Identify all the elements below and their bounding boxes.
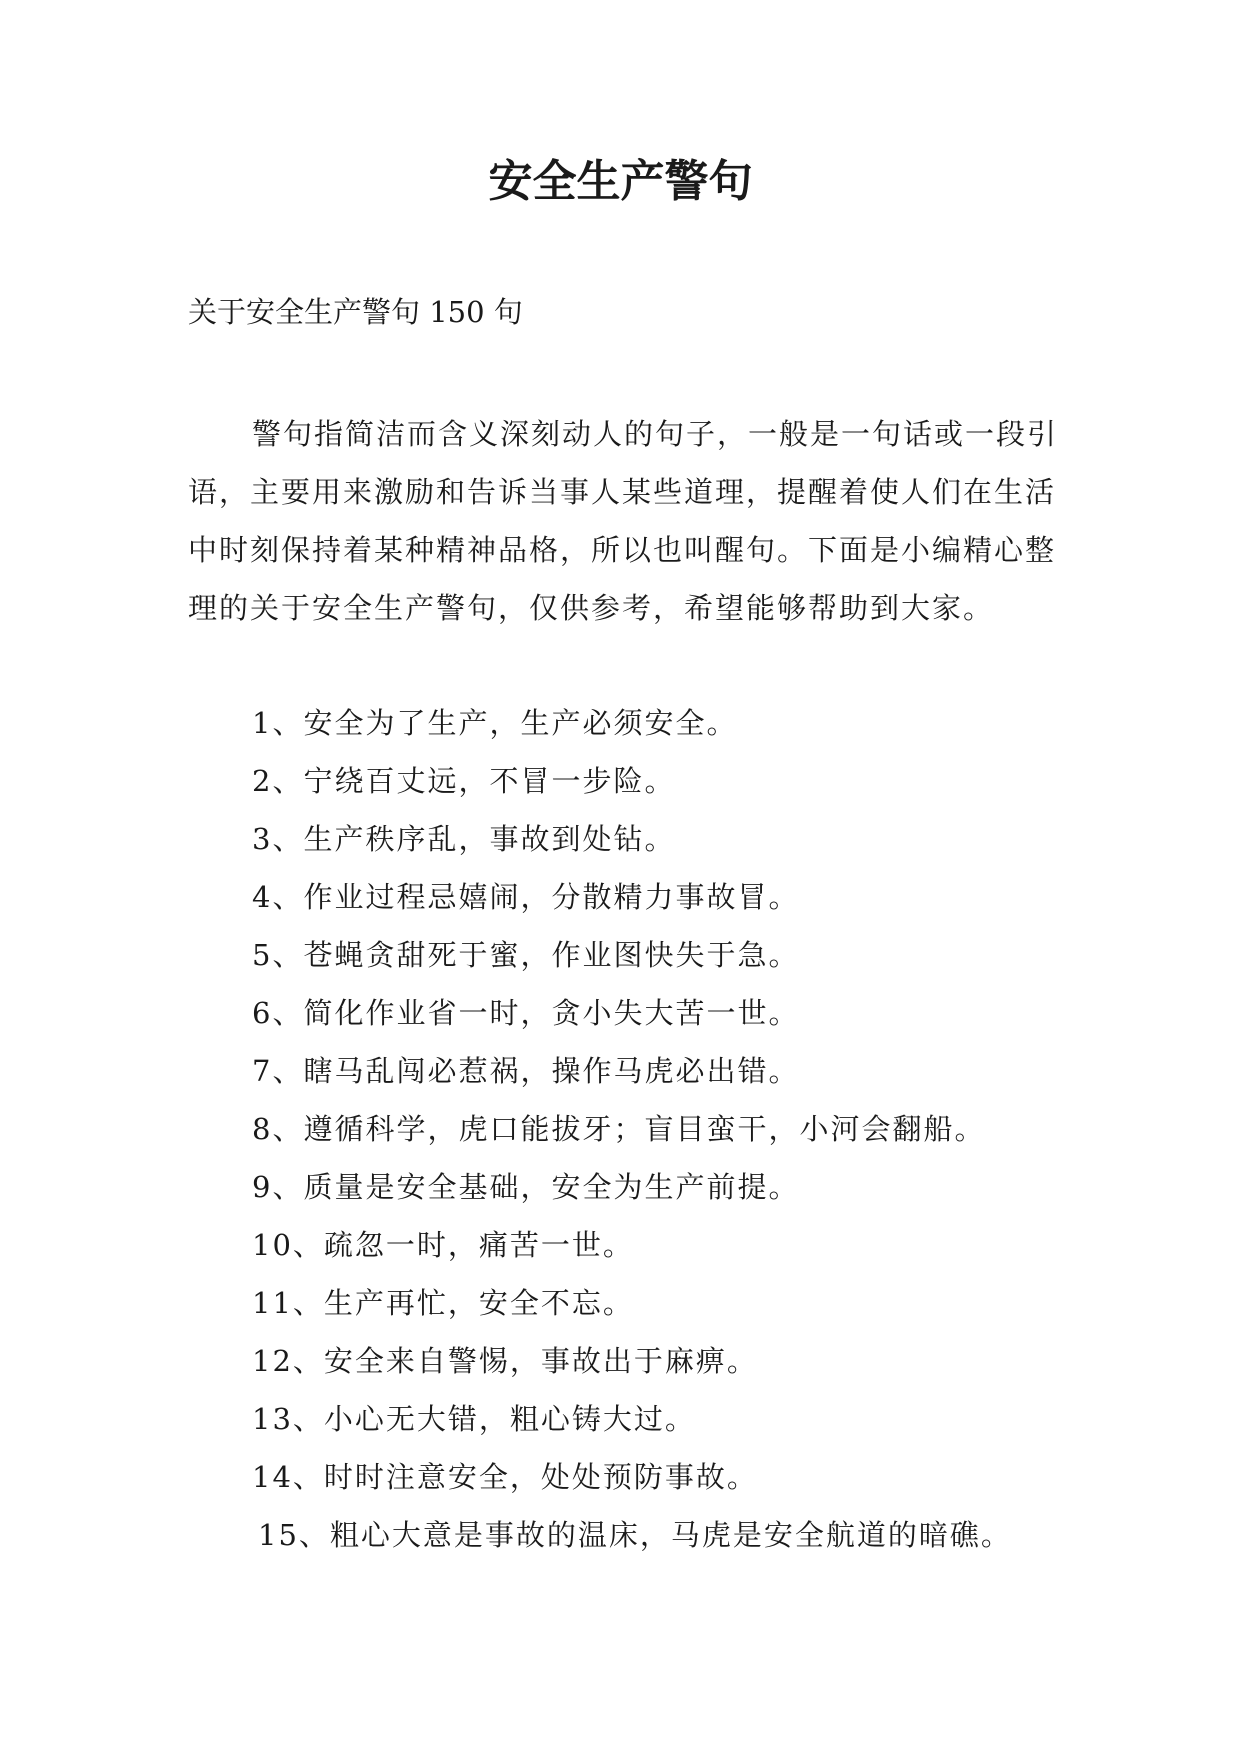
list-item: 11、生产再忙，安全不忘。 (252, 1286, 634, 1320)
list-item: 5、苍蝇贪甜死于蜜，作业图快失于急。 (252, 938, 800, 972)
document-subtitle: 关于安全生产警句 150 句 (188, 295, 523, 329)
list-item: 6、简化作业省一时，贪小失大苦一世。 (252, 996, 800, 1030)
list-item: 15、粗心大意是事故的温床，马虎是安全航道的暗礁。 (258, 1518, 1012, 1552)
list-item: 1、安全为了生产，生产必须安全。 (252, 706, 738, 740)
slogan-list (252, 694, 1012, 1564)
list-item: 9、质量是安全基础，安全为生产前提。 (252, 1170, 800, 1204)
list-item: 4、作业过程忌嬉闹，分散精力事故冒。 (252, 880, 800, 914)
intro-paragraph: 警句指简洁而含义深刻动人的句子，一般是一句话或一段引语，主要用来激励和告诉当事人某些道理，提醒着使人们在生活中时刻保持着某种精神品格，所以也叫醒句。下面是小编精心整理的关于安全生产警句，仅供参考，希望能够帮助到大家。 (188, 417, 1059, 625)
list-item: 7、瞎马乱闯必惹祸，操作马虎必出错。 (252, 1054, 800, 1088)
list-item: 3、生产秩序乱，事故到处钻。 (252, 822, 676, 856)
document-title: 安全生产警句 (488, 156, 753, 207)
list-item: 13、小心无大错，粗心铸大过。 (252, 1402, 696, 1436)
list-item: 12、安全来自警惕，事故出于麻痹。 (252, 1344, 758, 1378)
list-item: 8、遵循科学，虎口能拔牙；盲目蛮干，小河会翻船。 (252, 1112, 986, 1146)
list-item: 14、时时注意安全，处处预防事故。 (252, 1460, 758, 1494)
list-item: 10、疏忽一时，痛苦一世。 (252, 1228, 634, 1262)
list-item: 2、宁绕百丈远，不冒一步险。 (252, 764, 676, 798)
